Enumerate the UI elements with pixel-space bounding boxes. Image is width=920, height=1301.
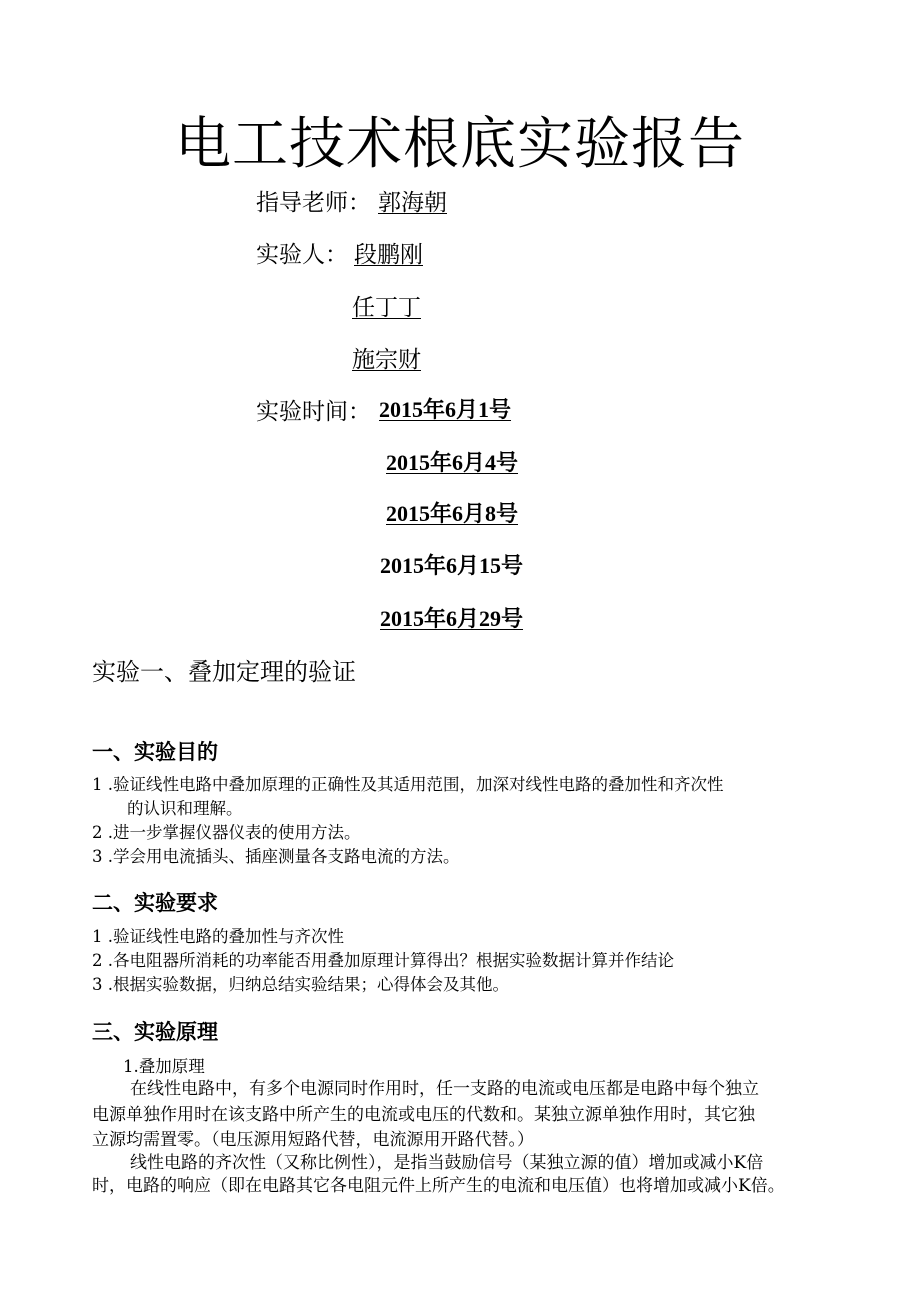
list-item: 1 .验证线性电路的叠加性与齐次性 [92,927,344,946]
experimenter-name: 段鹏刚 [354,242,423,268]
paragraph-line: 在线性电路中，有多个电源同时作用时，任一支路的电流或电压都是电路中每个独立 [130,1079,759,1099]
experimenter-name: 任丁丁 [352,295,421,321]
experiment-date: 2015年6月29号 [380,606,524,631]
advisor-name: 郭海朝 [378,190,447,216]
list-item: 1 .验证线性电路中叠加原理的正确性及其适用范围，加深对线性电路的叠加性和齐次性 [92,775,724,794]
list-item: 3 .根据实验数据，归纳总结实验结果；心得体会及其他。 [92,975,509,994]
paragraph-line: 立源均需置零。（电压源用短路代替，电流源用开路代替。） [92,1130,534,1150]
list-item: 2 .各电阻器所消耗的功率能否用叠加原理计算得出？根据实验数据计算并作结论 [92,951,674,970]
paragraph-line: 时，电路的响应（即在电路其它各电阻元件上所产生的电流和电压值）也将增加或减小K倍。 [92,1176,785,1196]
experiment-date: 2015年6月1号 [379,397,512,422]
list-item: 3 .学会用电流插头、插座测量各支路电流的方法。 [92,847,460,866]
list-item-continuation: 的认识和理解。 [127,799,243,818]
experimenter-name: 施宗财 [352,347,421,373]
advisor-label: 指导老师： [256,190,371,216]
list-item: 2 .进一步掌握仪器仪表的使用方法。 [92,823,361,842]
time-label: 实验时间： [256,399,371,425]
report-title: 电工技术根底实验报告 [175,112,745,177]
paragraph-line: 线性电路的齐次性（又称比例性），是指当鼓励信号（某独立源的值）增加或减小K倍 [130,1153,764,1173]
subsection-heading: 1.叠加原理 [123,1057,205,1076]
paragraph-line: 电源单独作用时在该支路中所产生的电流或电压的代数和。某独立源单独作用时，其它独 [92,1105,755,1125]
experiment-date: 2015年6月4号 [386,450,519,475]
experimenters-label: 实验人： [256,242,348,268]
section-heading-purpose: 一、实验目的 [92,740,218,764]
section-heading-requirements: 二、实验要求 [92,891,218,915]
experiment-title: 实验一、叠加定理的验证 [92,658,356,686]
section-heading-principle: 三、实验原理 [92,1020,218,1044]
experiment-date: 2015年6月8号 [386,501,519,526]
experiment-date: 2015年6月15号 [380,553,524,578]
